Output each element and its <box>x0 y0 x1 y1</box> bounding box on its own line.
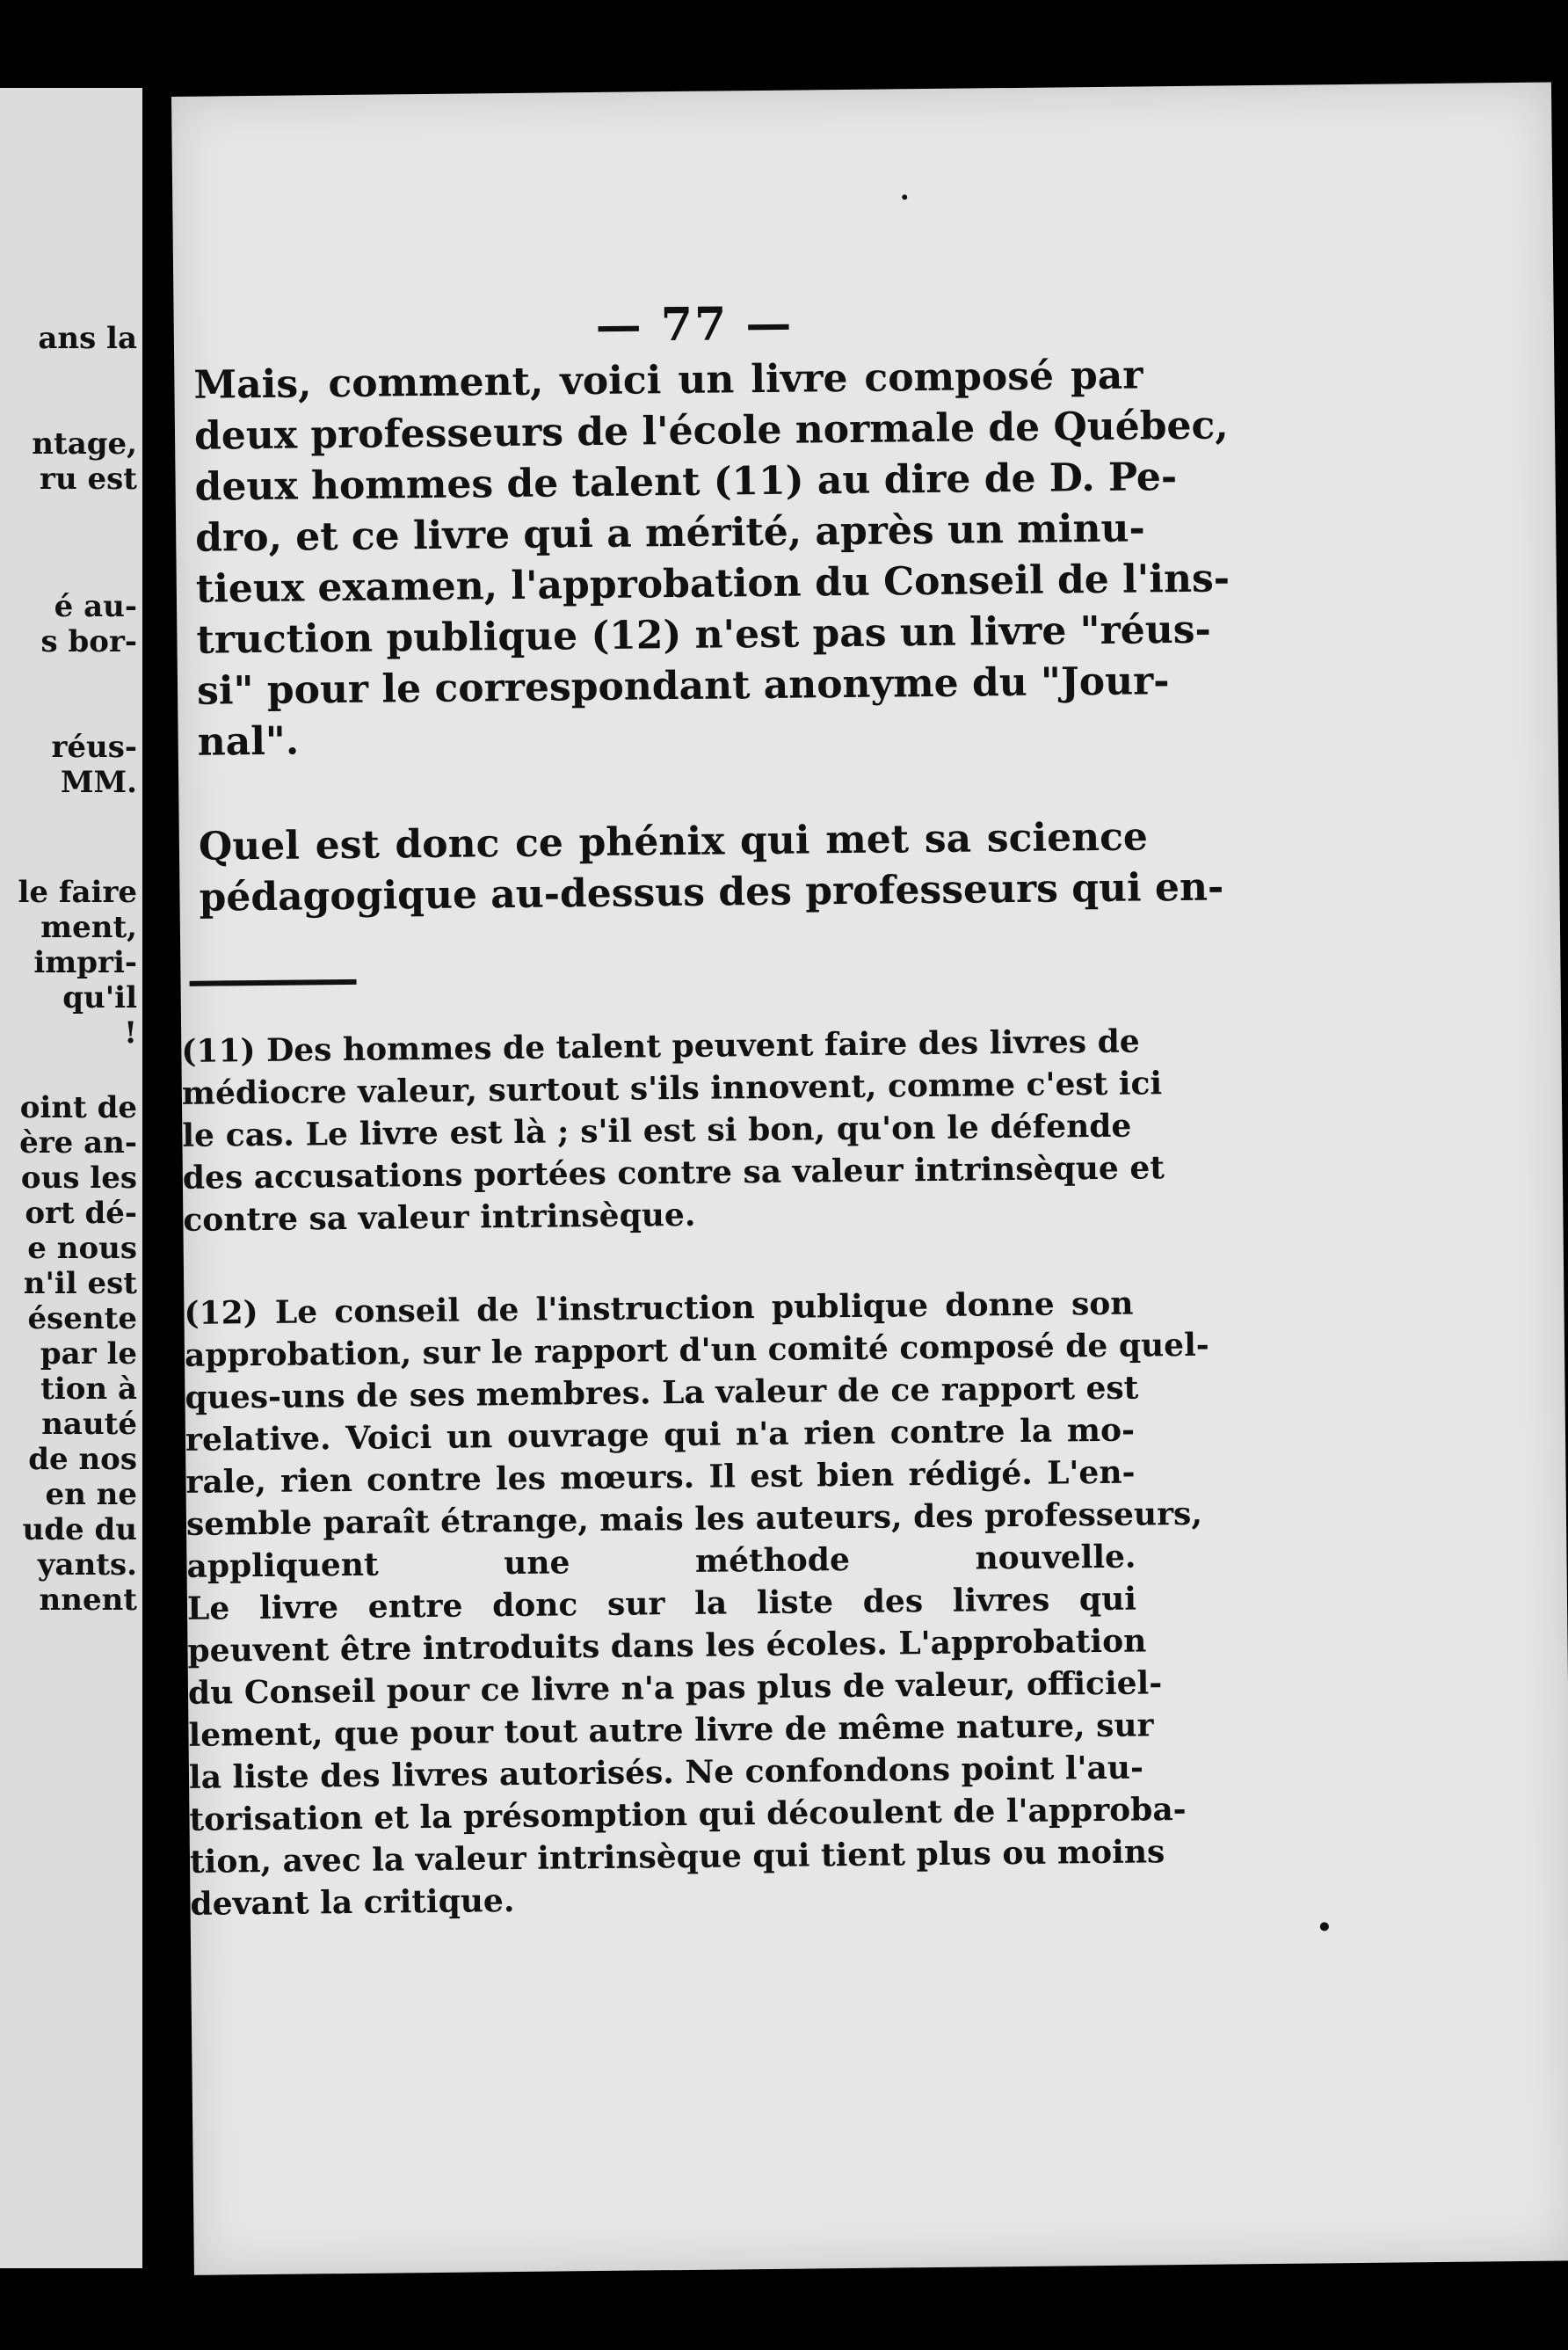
footnote-line: Le livre entre donc sur la liste des livres qui <box>186 1580 1137 1627</box>
footnote-rule <box>190 979 357 986</box>
footnote-line: tion, avec la valeur intrinsèque qui tient plus ou moins <box>189 1833 1165 1881</box>
left-page-text-fragment: impri- <box>33 945 137 980</box>
left-page-text-fragment: ous les <box>20 1160 137 1196</box>
footnote-line: devant la critique. <box>190 1882 515 1923</box>
footnote-line: relative. Voici un ouvrage qui n'a rien contre la mo- <box>185 1411 1136 1459</box>
footnote-11 <box>181 1021 1165 1241</box>
footnote-line: contre sa valeur intrinsèque. <box>183 1196 696 1239</box>
left-page-text-fragment: ru est <box>40 462 137 497</box>
left-page-text-fragment: ! <box>124 1015 137 1051</box>
left-page-fragment <box>0 88 142 2268</box>
paragraph-line: nal". <box>197 718 300 765</box>
footnote-line: semble paraît étrange, mais les auteurs, des professeurs, <box>185 1495 1203 1543</box>
left-page-text-fragment: s bor- <box>40 624 137 659</box>
left-page-text-fragment: tion à <box>40 1371 137 1407</box>
footnote-line: médiocre valeur, surtout s'ils innovent, comme c'est ici <box>181 1065 1163 1112</box>
paragraph-line: deux hommes de talent (11) au dire de D. Pe- <box>194 455 1178 510</box>
footnote-line: peuvent être introduits dans les écoles. L'approbation <box>187 1622 1147 1670</box>
ink-speck <box>902 194 907 200</box>
footnote-line: torisation et la présomption qui découlent de l'approba- <box>189 1791 1187 1838</box>
paragraph-line: deux professeurs de l'école normale de Québec, <box>193 403 1229 459</box>
paragraph-line: Mais, comment, voici un livre composé par <box>193 353 1143 408</box>
left-page-text-fragment: qu'il <box>62 980 137 1015</box>
left-page-text-fragment: ment, <box>40 910 137 945</box>
footnote-line: ques-uns de ses membres. La valeur de ce rapport est <box>185 1369 1139 1416</box>
footnote-line: du Conseil pour ce livre n'a pas plus de valeur, officiel- <box>187 1664 1163 1712</box>
left-page-text-fragment: ort dé- <box>25 1196 137 1231</box>
left-page-text-fragment: ude du <box>22 1512 137 1547</box>
footnote-line: appliquent une méthode nouvelle. <box>186 1538 1136 1585</box>
scanned-page <box>171 83 1568 2275</box>
left-page-text-fragment: n'il est <box>23 1266 137 1301</box>
paragraph-line: truction publique (12) n'est pas un livre "réus- <box>196 607 1212 663</box>
left-page-text-fragment: ésente <box>27 1301 137 1336</box>
left-page-text-fragment: par le <box>40 1336 137 1371</box>
left-page-text-fragment: yants. <box>37 1547 137 1582</box>
page-number: — 77 — <box>595 296 794 353</box>
left-page-text-fragment: ans la <box>38 321 137 356</box>
paragraph-1 <box>193 350 1230 768</box>
left-page-text-fragment: ntage, <box>32 426 137 462</box>
paragraph-line: Quel est donc ce phénix qui met sa science <box>198 814 1149 869</box>
left-page-text-fragment: nauté <box>41 1407 137 1442</box>
footnote-line: approbation, sur le rapport d'un comité composé de quel- <box>184 1326 1209 1374</box>
paragraph-2 <box>198 811 1224 923</box>
footnote-line: rale, rien contre les mœurs. Il est bien rédigé. L'en- <box>185 1453 1136 1501</box>
footnote-12 <box>184 1283 1209 1925</box>
left-page-text-fragment: de nos <box>28 1442 137 1477</box>
left-page-text-fragment: é au- <box>54 589 137 624</box>
left-page-text-fragment: réus- <box>51 730 137 765</box>
left-page-text-fragment: ère an- <box>19 1125 137 1160</box>
left-page-text-fragment: le faire <box>18 875 137 910</box>
paragraph-line: si" pour le correspondant anonyme du "Jour- <box>196 658 1170 714</box>
left-page-text-fragment: nnent <box>39 1582 137 1618</box>
paragraph-line: dro, et ce livre qui a mérité, après un minu- <box>194 506 1146 561</box>
paragraph-line: tieux examen, l'approbation du Conseil de l'ins- <box>195 556 1230 612</box>
left-page-text-fragment: en ne <box>45 1477 137 1512</box>
left-page-text-fragment: MM. <box>60 765 137 800</box>
ink-speck <box>1320 1922 1329 1931</box>
paragraph-line: pédagogique au-dessus des professeurs qui en- <box>199 864 1224 920</box>
left-page-text-fragment: oint de <box>19 1090 137 1125</box>
footnote-line: lement, que pour tout autre livre de même nature, sur <box>188 1706 1154 1754</box>
footnote-line: (12) Le conseil de l'instruction publique donne son <box>184 1284 1134 1332</box>
footnote-line: la liste des livres autorisés. Ne confondons point l'au- <box>188 1749 1144 1796</box>
footnote-line: des accusations portées contre sa valeur intrinsèque et <box>182 1149 1165 1197</box>
footnote-line: le cas. Le livre est là ; s'il est si bon, qu'on le défende <box>182 1107 1132 1154</box>
left-page-text-fragment: e nous <box>27 1231 137 1266</box>
footnote-line: (11) Des hommes de talent peuvent faire des livres de <box>181 1022 1140 1070</box>
